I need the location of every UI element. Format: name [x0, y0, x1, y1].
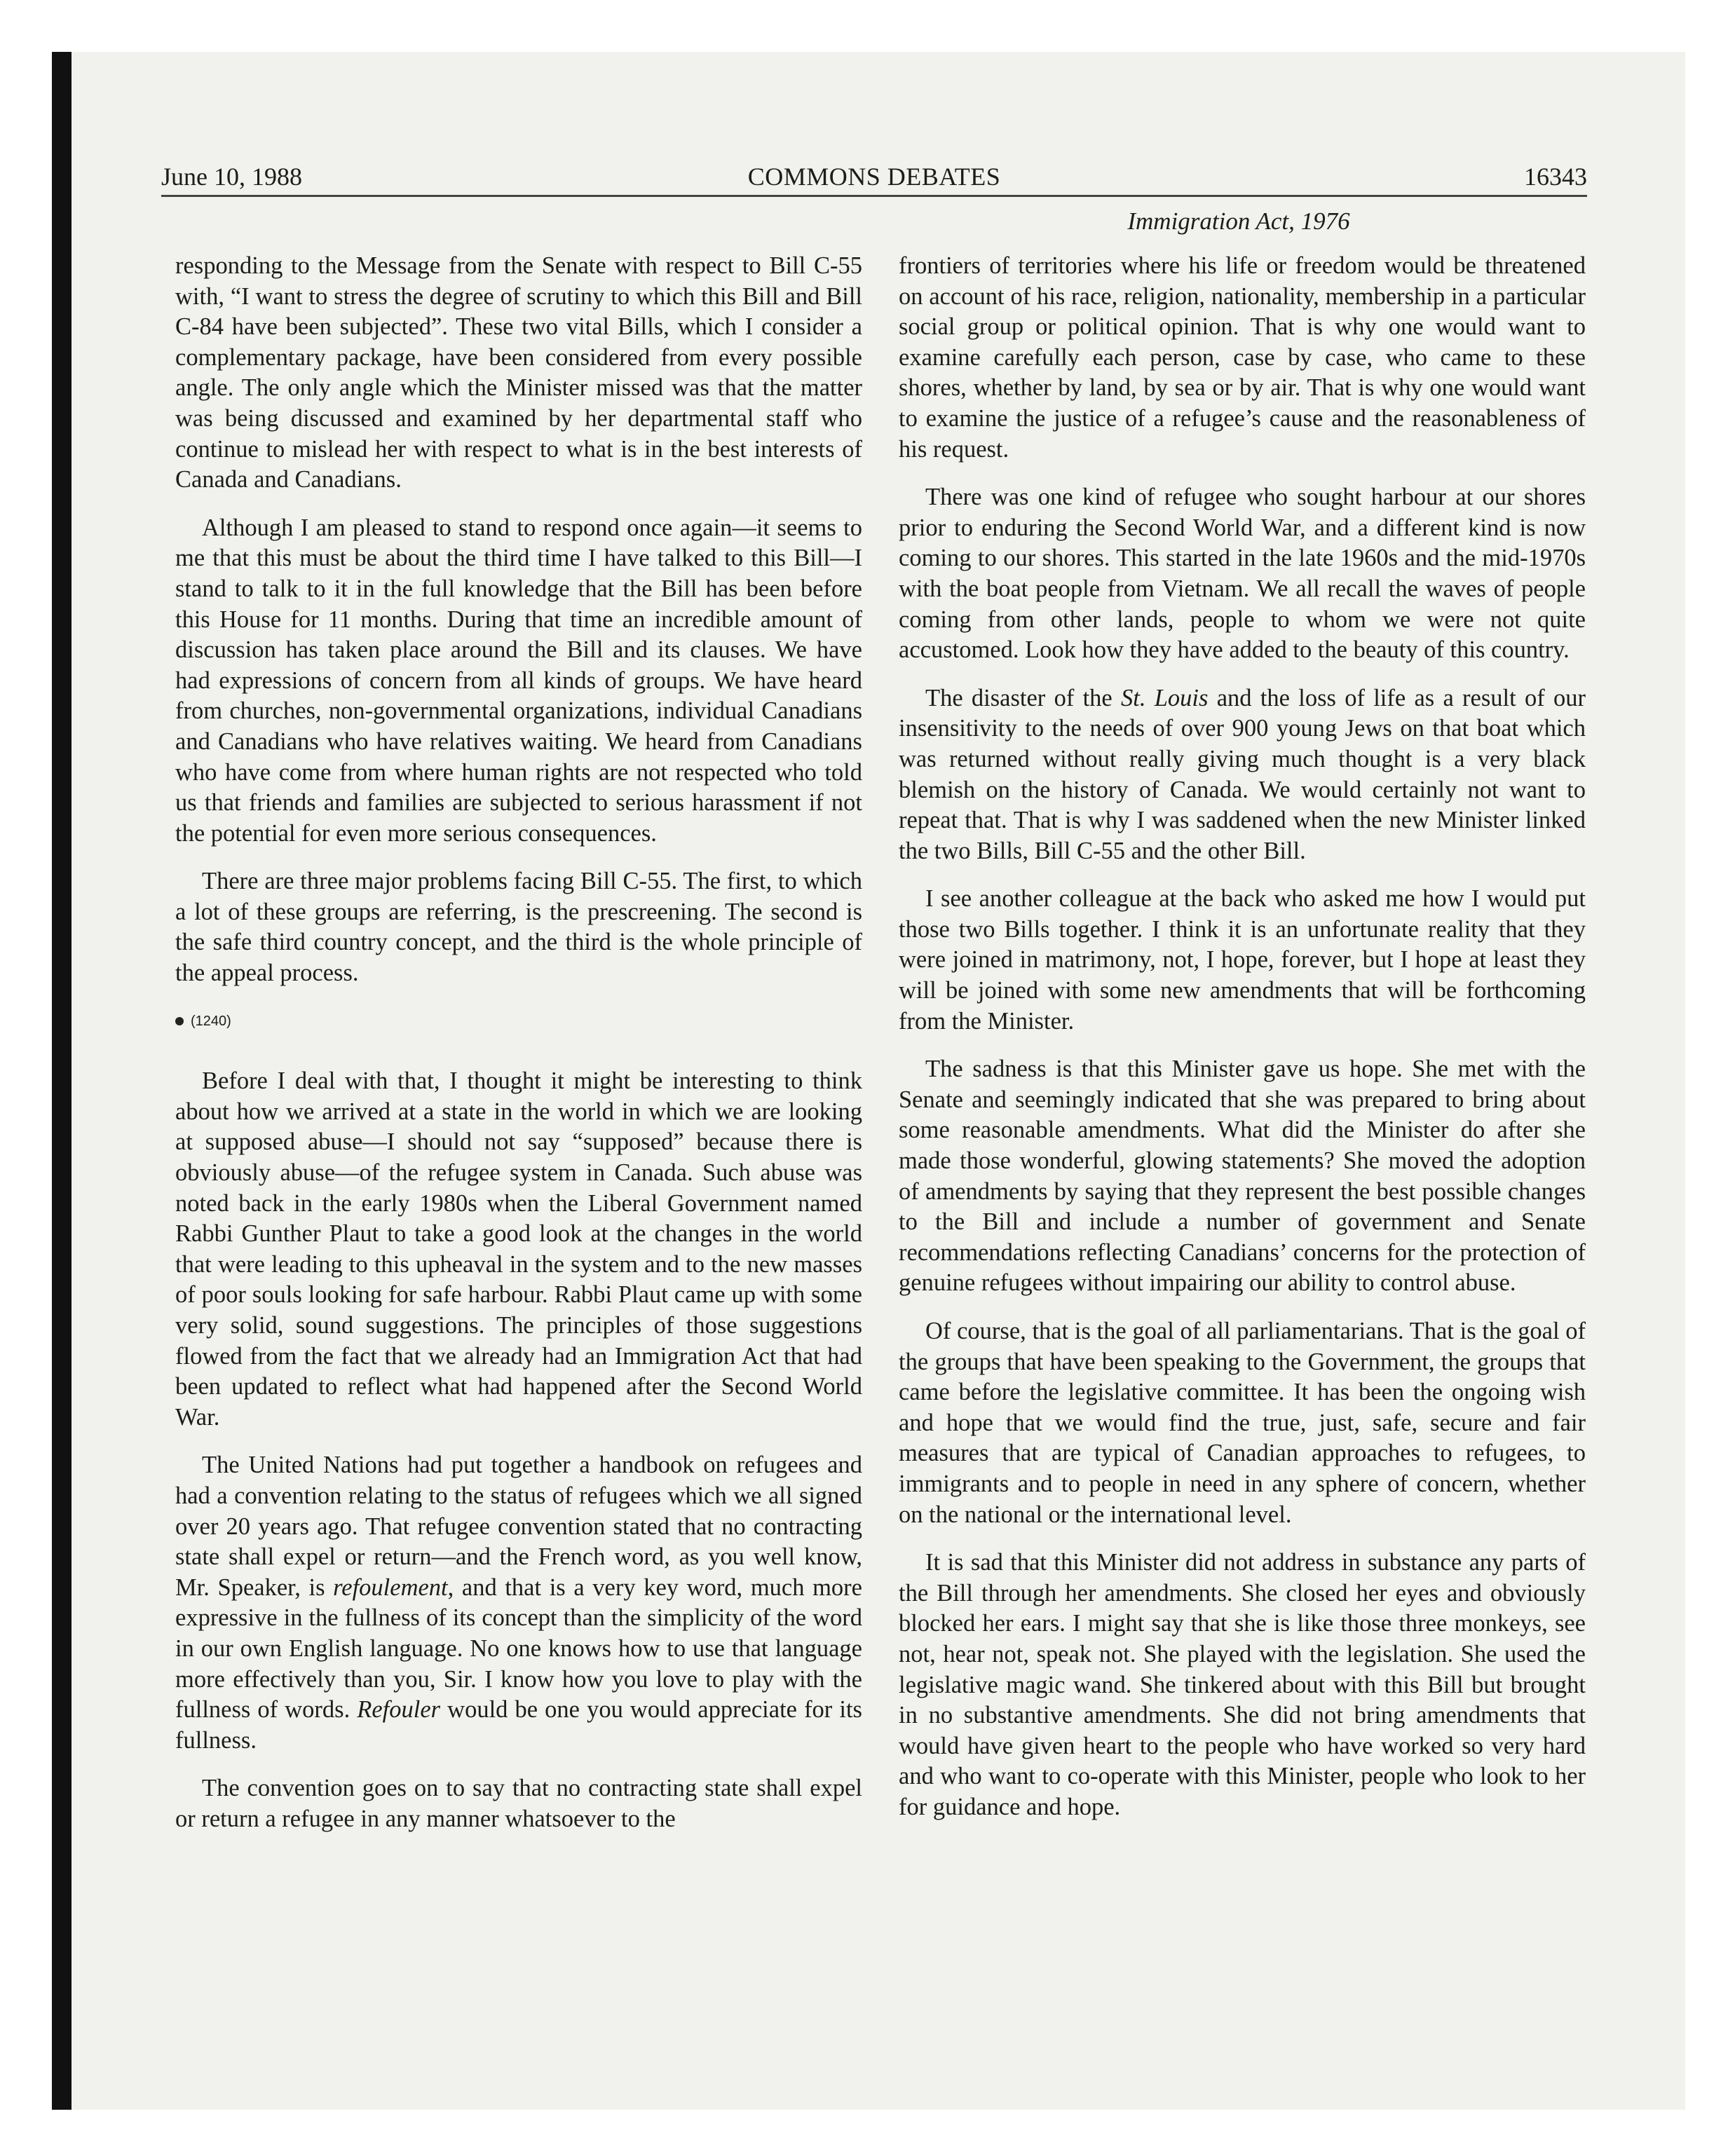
left-column	[175, 251, 862, 1853]
bullet-icon	[175, 1017, 184, 1025]
paragraph	[175, 1450, 862, 1756]
paragraph: Before I deal with that, I thought it might be interesting to think about how we arrived at a state in the world in which we are looking at supposed abuse—I should not say “supposed” because there is obviously abuse—of the refugee system in Canada. Such abuse was noted back in the early 1980s when the Liberal Government named Rabbi Gunther Plaut to take a good look at the changes in the world that were leading to this upheaval in the system and to the new masses of poor souls looking for safe harbour. Rabbi Plaut came up with some very solid, sound suggestions. The principles of those suggestions flowed from the fact that we already had an Immigration Act that had been updated to reflect what had happened after the Second World War.	[175, 1067, 862, 1431]
text-run: , and that is a very key word, much more expressive in the fullness of its concept than the simplicity of the word in our own English language. No one knows how to use that language more effectively than you, Sir. I know how you love to play with the fullness of words.	[175, 1574, 862, 1724]
paragraph: The sadness is that this Minister gave us hope. She met with the Senate and seemingly indicated that she was prepared to bring about some reasonable amendments. What did the Minister do after she made those wonderful, glowing statements? She moved the adoption of amendments by saying that they represent the best possible changes to the Bill and include a number of government and Senate recommendations reflecting Canadians’ concerns for the protection of genuine refugees without impairing our ability to control abuse.	[899, 1056, 1586, 1297]
text-run: would be one you would appreciate for its fullness.	[175, 1696, 862, 1754]
italic-term: refoulement	[333, 1574, 448, 1601]
paragraph: Of course, that is the goal of all parliamentarians. That is the goal of the groups that have been speaking to the Government, the groups that came before the legislative committee. It has been the ongoing wish and hope that we would find the true, just, safe, secure and fair measures that are typical of Canadian approaches to refugees, to immigrants and to people in need in any sphere of concern, whether on the national or the international level.	[899, 1318, 1586, 1528]
paragraph: Although I am pleased to stand to respond once again—it seems to me that this must be about the third time I have talked to this Bill—I stand to talk to it in the full knowledge that the Bill has been before this House for 11 months. During that time an incredible amount of discussion has taken place around the Bill and its clauses. We have had expressions of concern from all kinds of groups. We have heard from churches, non-governmental organizations, individual Canadians and Canadians who have relatives waiting. We heard from Canadians who have come from where human rights are not respected who told us that friends and families are subjected to serious harassment if not the potential for even more serious consequences.	[175, 514, 862, 847]
text-run: The disaster of the	[925, 684, 1122, 711]
paragraph	[899, 683, 1586, 867]
text-run: The United Nations had put together a handbook on refugees and had a convention relating to the status of refugees which we all signed over 20 years ago. That refugee convention stated that no contracting state shall expel or return—and the French word, as you well know, Mr. Speaker, is	[175, 1452, 862, 1601]
paragraph: responding to the Message from the Senate with respect to Bill C-55 with, “I want to stress the degree of scrutiny to which this Bill and Bill C-84 have been subjected”. These two vital Bills, which I consider a complementary package, have been considered from every possible angle. The only angle which the Minister missed was that the matter was being discussed and examined by her departmental staff who continue to mislead her with respect to what is in the best interests of Canada and Canadians.	[175, 252, 862, 493]
italic-term: Refouler	[357, 1696, 441, 1724]
paragraph: The convention goes on to say that no contracting state shall expel or return a refugee in any manner whatsoever to the	[175, 1775, 862, 1832]
paragraph: It is sad that this Minister did not address in substance any parts of the Bill through her amendments. She closed her eyes and obviously blocked her ears. I might say that she is like those three monkeys, see not, hear not, speak not. She played with the legislation. She used the legislative magic wand. She tinkered about with this Bill but brought in no substantive amendments. She did not bring amendments that would have given heart to the people who have worked so very hard and who want to co-operate with this Minister, people who look to her for guidance and hope.	[899, 1549, 1586, 1820]
time-marker-label: (1240)	[191, 1013, 231, 1029]
page-header	[161, 158, 1587, 197]
italic-term: St. Louis	[1121, 684, 1209, 711]
header-page-number: 16343	[1524, 163, 1587, 191]
section-subtitle: Immigration Act, 1976	[1127, 207, 1350, 235]
time-marker	[175, 1007, 862, 1037]
paragraph: I see another colleague at the back who asked me how I would put those two Bills together. I think it is an unfortunate reality that they were joined in matrimony, not, I hope, forever, but I hope at least they will be joined with some new amendments that will be forthcoming from the Minister.	[899, 885, 1586, 1035]
paragraph: There was one kind of refugee who sought harbour at our shores prior to enduring the Second World War, and a different kind is now coming to our shores. This started in the late 1960s and the mid-1970s with the boat people from Vietnam. We all recall the waves of people coming from other lands, people to whom we were not quite accustomed. Look how they have added to the beauty of this country.	[899, 484, 1586, 664]
header-date: June 10, 1988	[161, 163, 302, 191]
paragraph: frontiers of territories where his life or freedom would be threatened on account of his race, religion, nationality, membership in a particular social group or political opinion. That is why one would want to examine carefully each person, case by case, who came to these shores, whether by land, by sea or by air. That is why one would want to examine the justice of a refugee’s cause and the reasonableness of his request.	[899, 252, 1586, 463]
text-run: and the loss of life as a result of our insensitivity to the needs of over 900 young Jews on that boat which was returned without really giving much thought is a very black blemish on the history of Canada. We would certainly not want to repeat that. That is why I was saddened when the new Minister linked the two Bills, Bill C-55 and the other Bill.	[899, 684, 1586, 864]
header-publication: COMMONS DEBATES	[747, 163, 1001, 191]
paragraph: There are three major problems facing Bill C-55. The first, to which a lot of these groups are referring, is the prescreening. The second is the safe third country concept, and the third is the whole principle of the appeal process.	[175, 868, 862, 987]
right-column	[899, 251, 1586, 1841]
